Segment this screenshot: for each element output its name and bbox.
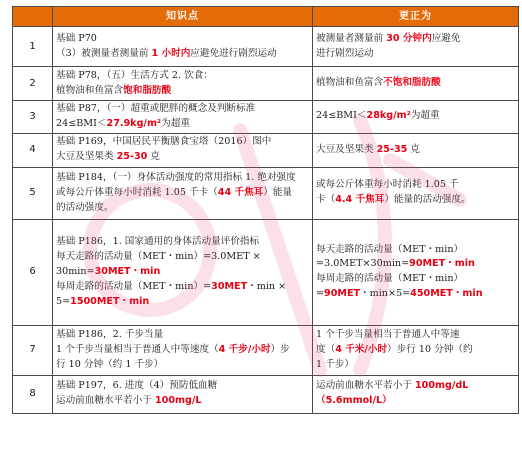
left-line <box>56 84 309 99</box>
table-row <box>13 101 519 134</box>
knowledge-point-cell <box>53 133 313 167</box>
text-segment: 被测量者测量前 <box>316 32 387 44</box>
correction-cell <box>313 101 519 134</box>
highlighted-text: 30 分钟内 <box>386 32 432 44</box>
text-segment: 1 个千步当量相当于普通人中等速度（ <box>56 343 219 355</box>
right-line <box>316 76 515 91</box>
text-segment: 大豆及坚果类 <box>316 143 377 155</box>
text-segment: 基础 P197，6. 进度（4）预防低血糖 <box>56 380 218 392</box>
highlighted-text: 4 千步/小时 <box>218 343 271 355</box>
right-line <box>316 47 515 62</box>
left-line <box>56 47 309 62</box>
text-segment: 24≤BMI＜ <box>56 117 107 129</box>
table-row <box>13 27 519 67</box>
highlighted-text: 450MET・min <box>410 288 483 300</box>
text-segment: 为超重 <box>410 110 440 122</box>
text-segment: 1 个千步当量相当于普通人中等速 <box>316 328 460 340</box>
left-line <box>56 186 309 201</box>
text-segment: 基础 P186，2. 千步当量 <box>56 328 164 340</box>
highlighted-text: 100mg/L <box>155 395 202 407</box>
knowledge-point-cell <box>53 167 313 219</box>
table-row <box>13 133 519 167</box>
header-correction: 更正为 <box>313 7 519 27</box>
text-segment: ・min × <box>247 280 287 292</box>
highlighted-text: 100mg/dL <box>415 380 469 392</box>
row-number: 1 <box>13 27 53 67</box>
row-number: 2 <box>13 67 53 101</box>
row-number: 7 <box>13 325 53 375</box>
left-line <box>56 280 309 295</box>
knowledge-point-cell <box>53 375 313 413</box>
highlighted-text: 30MET <box>211 280 248 292</box>
row-number: 6 <box>13 219 53 325</box>
text-segment: 运动前血糖水平若小于 <box>316 380 415 392</box>
left-line <box>56 328 309 343</box>
knowledge-point-cell <box>53 325 313 375</box>
table-header-row <box>13 7 519 27</box>
text-segment: 运动前血糖水平若小于 <box>56 395 155 407</box>
header-knowledge-point: 知识点 <box>53 7 313 27</box>
text-segment: ）能量 <box>263 186 293 198</box>
text-segment: 或每公斤体重每小时消耗 1.05 千卡（ <box>56 186 218 198</box>
text-segment: 为超重 <box>161 117 190 129</box>
text-segment: 行 10 分钟（约 1 千步） <box>56 358 164 370</box>
right-line <box>316 343 515 358</box>
text-segment: 基础 P169，中国居民平衡膳食宝塔（2016）图中 <box>56 136 272 148</box>
text-segment: ・min×5= <box>360 288 411 300</box>
highlighted-text: 25-30 <box>116 151 148 163</box>
right-line <box>316 287 515 302</box>
right-line <box>316 394 515 409</box>
left-line <box>56 343 309 358</box>
text-segment: 每周走路的活动量（MET・min） <box>316 273 464 285</box>
knowledge-point-cell <box>53 27 313 67</box>
left-line <box>56 171 309 186</box>
highlighted-text: 28kg/m² <box>366 110 411 122</box>
header-number <box>13 7 53 27</box>
left-line <box>56 117 309 132</box>
text-segment: ）能量的活动强度。 <box>384 194 471 206</box>
knowledge-point-cell <box>53 67 313 101</box>
text-segment: 基础 P186，1. 国家通用的身体活动量评价指标 <box>56 236 260 248</box>
text-segment: 基础 P78，（五）生活方式 2. 饮食： <box>56 69 213 81</box>
right-line <box>316 32 515 47</box>
highlighted-text: （5.6mmol/L） <box>316 395 392 407</box>
left-line <box>56 102 309 117</box>
left-line <box>56 135 309 150</box>
right-line <box>316 109 515 124</box>
text-segment: 的活动强度。 <box>56 201 114 213</box>
table-row <box>13 219 519 325</box>
left-line <box>56 358 309 373</box>
highlighted-text: 25-35 <box>376 143 408 155</box>
highlighted-text: 44 千焦耳 <box>217 186 264 198</box>
correction-cell <box>313 219 519 325</box>
text-segment: =3.0MET×30min= <box>316 258 410 270</box>
left-line <box>56 69 309 84</box>
text-segment: （3）被测量者测量前 <box>56 47 152 59</box>
text-segment: 度（ <box>316 343 336 355</box>
row-number: 3 <box>13 101 53 134</box>
row-number: 4 <box>13 133 53 167</box>
knowledge-point-cell <box>53 219 313 325</box>
highlighted-text: 饱和脂肪酸 <box>123 84 172 96</box>
text-segment: = <box>316 288 325 300</box>
knowledge-point-cell <box>53 101 313 134</box>
right-line <box>316 257 515 272</box>
right-line <box>316 178 515 193</box>
text-segment: 每天走路的活动量（MET・min） <box>316 243 464 255</box>
text-segment: 克 <box>407 143 420 155</box>
right-line <box>316 143 515 158</box>
right-line <box>316 193 515 208</box>
text-segment: 基础 P184，（一）身体活动强度的常用指标 1. 绝对强度 <box>56 171 296 183</box>
highlighted-text: 1500MET・min <box>70 295 150 307</box>
text-segment: 卡（ <box>316 194 336 206</box>
errata-table <box>12 6 519 414</box>
text-segment: 大豆及坚果类 <box>56 151 117 163</box>
highlighted-text: 90MET・min <box>409 258 475 270</box>
text-segment: 应避免进行剧烈运动 <box>190 47 277 59</box>
text-segment: 30min= <box>56 265 95 277</box>
text-segment: 进行剧烈运动 <box>316 47 374 59</box>
row-number: 8 <box>13 375 53 413</box>
left-line <box>56 250 309 265</box>
row-number: 5 <box>13 167 53 219</box>
highlighted-text: 27.9kg/m² <box>106 117 162 129</box>
text-segment: 应避免 <box>431 32 461 44</box>
highlighted-text: 90MET <box>324 288 361 300</box>
left-line <box>56 379 309 394</box>
highlighted-text: 不饱和脂肪酸 <box>383 77 441 89</box>
left-line <box>56 150 309 165</box>
highlighted-text: 4 千米/小时 <box>335 343 388 355</box>
highlighted-text: 1 小时内 <box>151 47 191 59</box>
left-line <box>56 295 309 310</box>
text-segment: 24≤BMI＜ <box>316 110 367 122</box>
text-segment: 或每公斤体重每小时消耗 1.05 千 <box>316 179 459 191</box>
text-segment: ）步行 10 分钟（约 <box>387 343 473 355</box>
correction-cell <box>313 27 519 67</box>
text-segment: 基础 P70 <box>56 32 97 44</box>
correction-cell <box>313 167 519 219</box>
text-segment: ）步 <box>270 343 290 355</box>
right-line <box>316 379 515 394</box>
correction-cell <box>313 325 519 375</box>
left-line <box>56 32 309 47</box>
text-segment: 植物油和鱼富含 <box>316 77 384 89</box>
text-segment: 基础 P87，（一）超重或肥胖的概念及判断标准 <box>56 103 256 114</box>
table-row <box>13 375 519 413</box>
right-line <box>316 358 515 373</box>
highlighted-text: 30MET・min <box>94 265 161 277</box>
text-segment: 克 <box>147 151 160 163</box>
text-segment: 植物油和鱼富含 <box>56 84 124 96</box>
text-segment: 每周走路的活动量（MET・min）= <box>56 280 212 292</box>
text-segment: 每天走路的活动量（MET・min）=3.0MET × <box>56 250 261 262</box>
table-row <box>13 167 519 219</box>
table-row <box>13 67 519 101</box>
text-segment: 5= <box>56 295 71 307</box>
right-line <box>316 272 515 287</box>
left-line <box>56 394 309 409</box>
text-segment: 1 千步） <box>316 358 354 370</box>
correction-cell <box>313 375 519 413</box>
left-line <box>56 265 309 280</box>
correction-cell <box>313 133 519 167</box>
left-line <box>56 235 309 250</box>
right-line <box>316 243 515 258</box>
left-line <box>56 201 309 216</box>
right-line <box>316 328 515 343</box>
correction-cell <box>313 67 519 101</box>
highlighted-text: 4.4 千焦耳 <box>335 194 385 206</box>
table-row <box>13 325 519 375</box>
